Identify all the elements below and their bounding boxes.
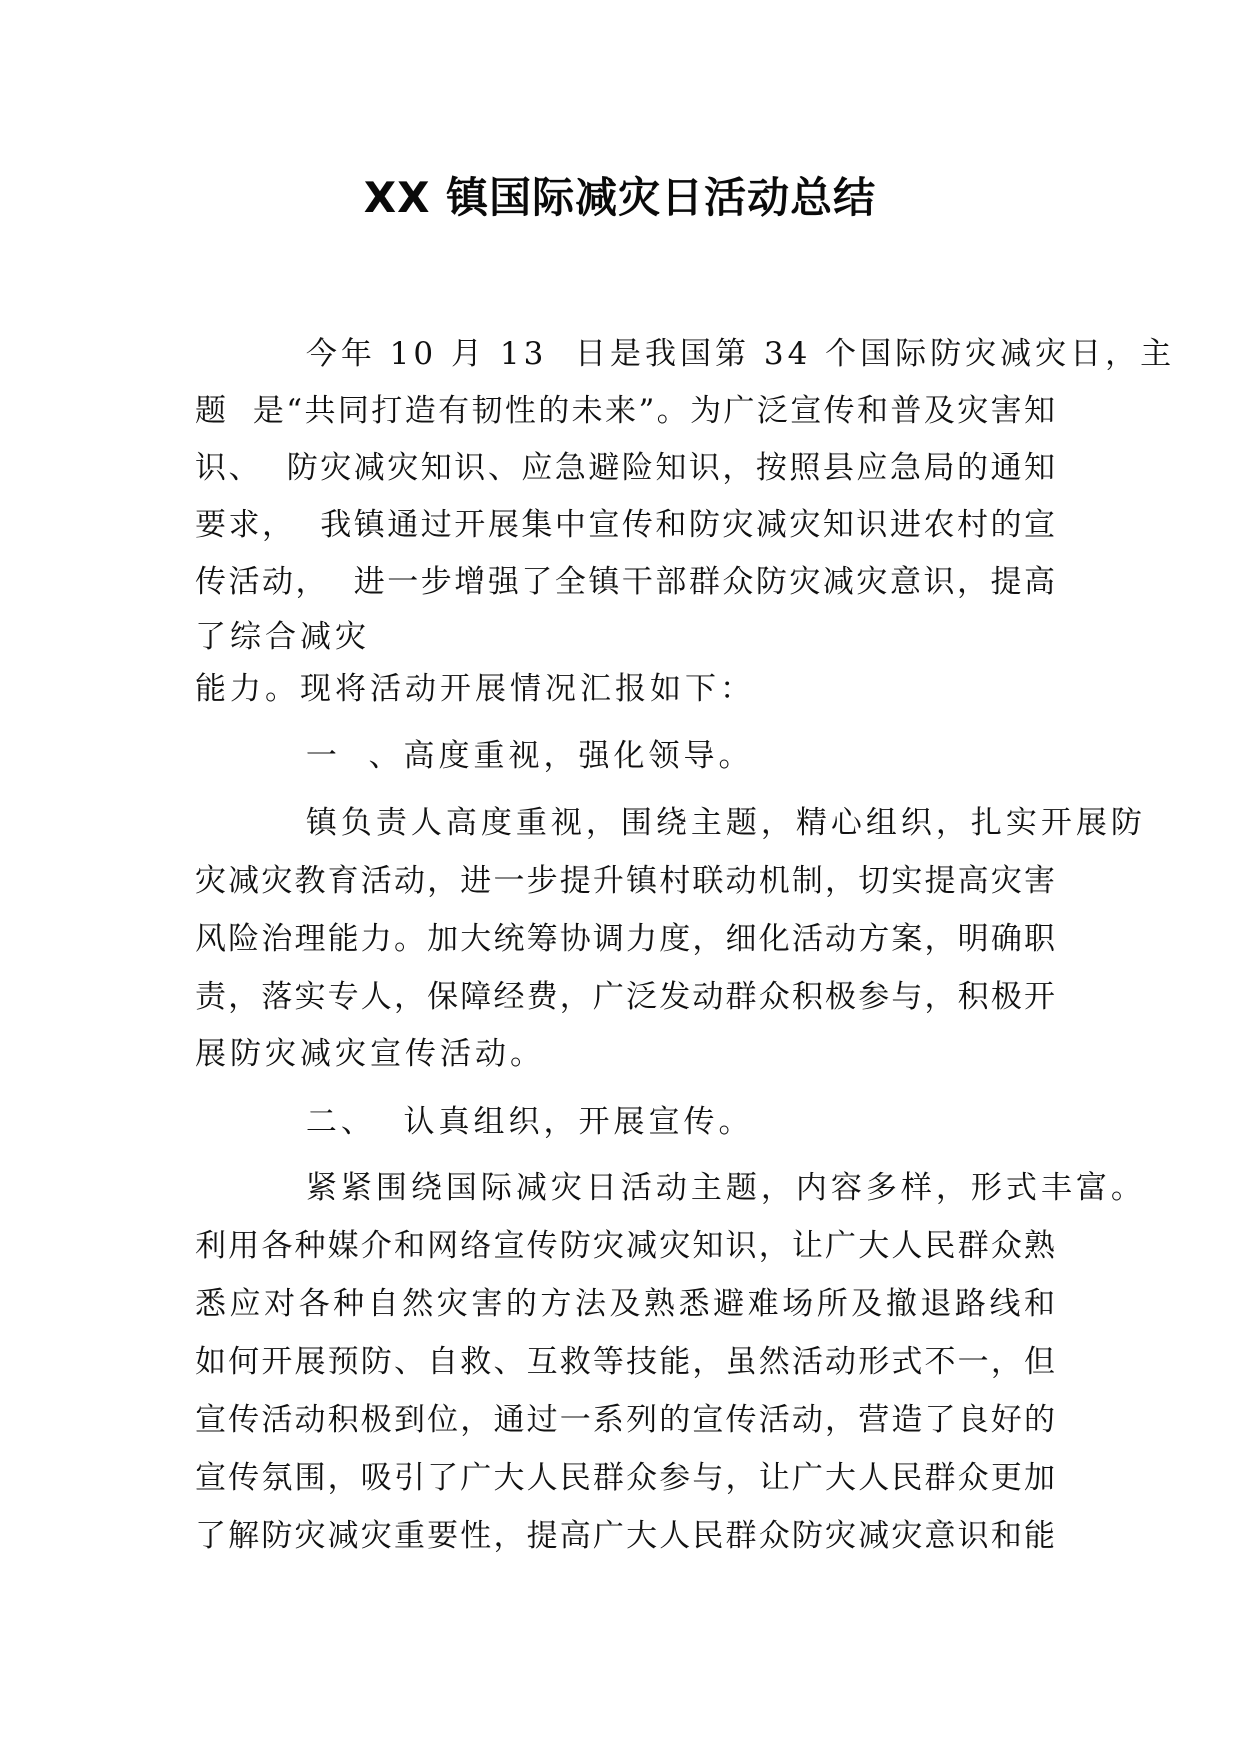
paragraph-line: 了解防灾减灾重要性，提高广大人民群众防灾减灾意识和能 xyxy=(195,1518,1055,1554)
section-heading: 二、 认真组织，开展宣传。 xyxy=(195,1104,754,1140)
paragraph-line: 宣传氛围，吸引了广大人民群众参与，让广大人民群众更加 xyxy=(195,1460,1055,1496)
paragraph-line: 如何开展预防、自救、互救等技能，虽然活动形式不一，但 xyxy=(195,1344,1055,1380)
paragraph-line: 悉应对各种自然灾害的方法及熟悉避难场所及撤退路线和 xyxy=(195,1286,1055,1322)
paragraph-line: 要求， 我镇通过开展集中宣传和防灾减灾知识进农村的宣 xyxy=(195,507,1055,543)
paragraph-line: 传活动， 进一步增强了全镇干部群众防灾减灾意识，提高 xyxy=(195,564,1055,600)
paragraph-line: 了综合减灾 xyxy=(195,619,370,655)
document-title: XX 镇国际减灾日活动总结 xyxy=(363,173,877,222)
paragraph-line: 展防灾减灾宣传活动。 xyxy=(195,1036,545,1072)
paragraph-line: 责，落实专人，保障经费，广泛发动群众积极参与，积极开 xyxy=(195,979,1055,1015)
paragraph-line: 题 是“共同打造有韧性的未来”。为广泛宣传和普及灾害知 xyxy=(195,393,1055,429)
paragraph-line: 紧紧围绕国际减灾日活动主题，内容多样，形式丰富。 xyxy=(195,1170,1146,1206)
paragraph-line: 能力。现将活动开展情况汇报如下： xyxy=(195,671,755,707)
paragraph-line: 识、 防灾减灾知识、应急避险知识，按照县应急局的通知 xyxy=(195,450,1055,486)
section-heading: 一 、高度重视，强化领导。 xyxy=(195,738,754,774)
paragraph-line: 利用各种媒介和网络宣传防灾减灾知识，让广大人民群众熟 xyxy=(195,1228,1055,1264)
paragraph-line: 镇负责人高度重视，围绕主题，精心组织，扎实开展防 xyxy=(195,805,1146,841)
paragraph-line: 风险治理能力。加大统筹协调力度，细化活动方案，明确职 xyxy=(195,921,1055,957)
paragraph-line: 宣传活动积极到位，通过一系列的宣传活动，营造了良好的 xyxy=(195,1402,1055,1438)
paragraph-line: 今年 10 月 13 日是我国第 34 个国际防灾减灾日，主 xyxy=(195,336,1176,372)
paragraph-line: 灾减灾教育活动，进一步提升镇村联动机制，切实提高灾害 xyxy=(195,863,1055,899)
